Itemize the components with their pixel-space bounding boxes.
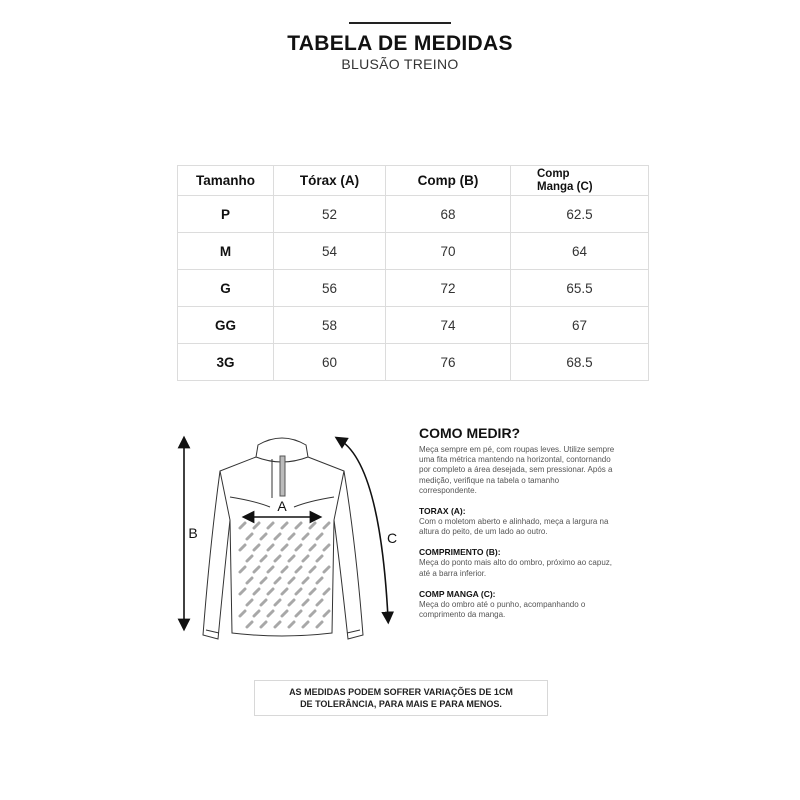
pattern-dash [282,523,287,528]
pattern-dash [261,622,266,627]
pattern-dash [247,622,252,627]
tolerance-notice [254,680,548,716]
pattern-dash [240,589,245,594]
pattern-dash [275,534,280,539]
section-torax-heading: TORAX (A): [419,506,466,517]
pattern-dash [303,578,308,583]
pattern-dash [247,556,252,561]
cell-size: M [178,233,274,270]
cell-size: 3G [178,344,274,381]
pattern-dash [282,545,287,550]
cell-torax: 58 [274,307,386,344]
pattern-dash [310,589,315,594]
cell-comp: 72 [386,270,511,307]
table-header-row [178,166,649,196]
page-title: TABELA DE MEDIDAS [287,32,513,55]
pattern-dash [254,567,259,572]
cell-comp: 74 [386,307,511,344]
pattern-dash [317,556,322,561]
table-row [178,270,649,307]
cell-manga: 65.5 [511,270,649,307]
pattern-dash [303,556,308,561]
pattern-dash [275,556,280,561]
pattern-dash [240,611,245,616]
pattern-dash [324,589,329,594]
section-comprimento-heading: COMPRIMENTO (B): [419,547,501,558]
pattern-dash [289,600,294,605]
cell-torax: 56 [274,270,386,307]
arrow-c [340,440,388,618]
pattern-dash [254,589,259,594]
pattern-dash [289,556,294,561]
table-row [178,196,649,233]
cell-torax: 52 [274,196,386,233]
label-a: A [277,498,287,514]
pattern-dash [268,611,273,616]
pattern-dash [324,523,329,528]
pattern-dash [303,622,308,627]
pattern-dash [296,611,301,616]
cell-manga: 64 [511,233,649,270]
size-table [177,165,649,381]
pattern-dash [275,600,280,605]
pattern-dash [317,578,322,583]
label-c: C [386,530,398,546]
cell-comp: 76 [386,344,511,381]
cell-size: GG [178,307,274,344]
pattern-dash [261,534,266,539]
label-b: B [188,525,198,541]
section-torax-text: Com o moletom aberto e alinhado, meça a largura na altura do peito, de um lado ao outro. [419,517,609,537]
pattern-dash [310,545,315,550]
page-subtitle: BLUSÃO TREINO [341,56,459,72]
cell-torax: 60 [274,344,386,381]
header-comp-manga-line1: Comp [537,167,570,180]
pattern-dash [268,523,273,528]
pattern-dash [275,578,280,583]
pattern-dash [289,622,294,627]
howto-title: COMO MEDIR? [419,425,521,441]
pattern-dash [268,567,273,572]
title-divider [349,22,451,24]
pattern-dash [240,567,245,572]
pattern-dash [310,567,315,572]
pattern-dash [296,523,301,528]
pattern-dash [296,567,301,572]
pattern-dash [268,545,273,550]
pattern-dash [324,567,329,572]
cell-manga: 62.5 [511,196,649,233]
pattern-dash [254,545,259,550]
cell-torax: 54 [274,233,386,270]
pattern-dash [310,611,315,616]
table-row [178,233,649,270]
section-manga-heading: COMP MANGA (C): [419,588,496,599]
pattern-dash [282,611,287,616]
pattern-dash [303,534,308,539]
section-manga-text: Meça do ombro até o punho, acompanhando o comprimento da manga. [419,599,586,620]
pattern-dash [261,556,266,561]
pattern-dash [254,523,259,528]
pattern-dash [254,611,259,616]
pattern-dash [317,534,322,539]
notice-line-1: AS MEDIDAS PODEM SOFRER VARIAÇÕES DE 1CM [289,687,513,697]
header-tamanho: Tamanho [178,166,274,196]
pattern-dash [275,622,280,627]
pattern-dash [247,534,252,539]
pattern-dash [303,600,308,605]
cell-size: P [178,196,274,233]
pattern-dash [240,523,245,528]
cell-manga: 68.5 [511,344,649,381]
table-row [178,344,649,381]
notice-line-2: DE TOLERÂNCIA, PARA MAIS E PARA MENOS. [300,699,502,709]
header-comp: Comp (B) [386,166,511,196]
pattern-dash [324,611,329,616]
pattern-marks [240,523,329,627]
pattern-dash [317,600,322,605]
pattern-dash [247,578,252,583]
header-torax: Tórax (A) [274,166,386,196]
jacket-outline [203,438,363,639]
pattern-dash [261,600,266,605]
cell-comp: 70 [386,233,511,270]
header-comp-manga-line2: Manga (C) [537,180,593,193]
cell-manga: 67 [511,307,649,344]
pattern-dash [268,589,273,594]
pattern-dash [289,578,294,583]
pattern-dash [240,545,245,550]
pattern-dash [261,578,266,583]
pattern-dash [289,534,294,539]
section-comprimento-text: Meça do ponto mais alto do ombro, próximo ao capuz, até a barra inferior. [419,558,612,578]
howto-intro: Meça sempre em pé, com roupas leves. Utilize sempre uma fita métrica mantendo na horizontal, contornando por completo a área desejada, sem pressionar. Após a medição, verifique na tabela o tamanho correspondente. [419,445,615,495]
pattern-dash [282,589,287,594]
pattern-dash [324,545,329,550]
pattern-dash [296,589,301,594]
how-to-measure [419,425,619,620]
pattern-dash [247,600,252,605]
pattern-dash [282,567,287,572]
pattern-dash [296,545,301,550]
jacket-diagram [170,425,410,655]
cell-comp: 68 [386,196,511,233]
cell-size: G [178,270,274,307]
table-row [178,307,649,344]
pattern-dash [317,622,322,627]
header-comp-manga [511,166,649,196]
pattern-dash [310,523,315,528]
